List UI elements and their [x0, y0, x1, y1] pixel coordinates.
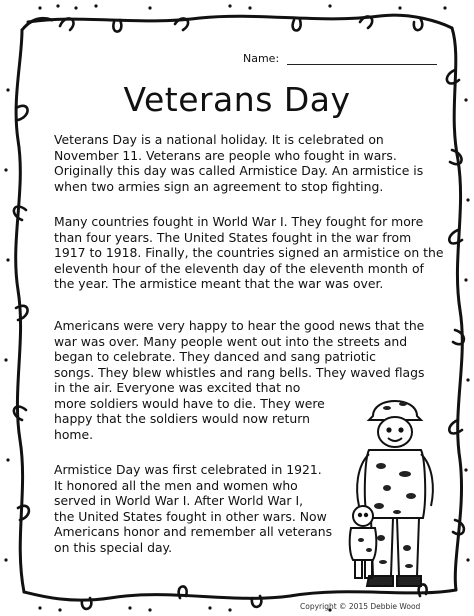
text-line: the United States fought in other wars. Now [54, 508, 327, 524]
text-line: 1917 to 1918. Finally, the countries signed an armistice on the [54, 245, 444, 260]
text-line: home. [54, 426, 94, 442]
text-line: the year. The armistice meant that the war was over. [54, 276, 384, 291]
page-title: Veterans Day [123, 80, 351, 119]
text-line: happy that the soldiers would now return [54, 411, 310, 426]
text-line: Americans were very happy to hear the good news that the [54, 318, 425, 333]
text-line: Americans honor and remember all veterans [54, 524, 333, 539]
text-line: eleventh hour of the eleventh day of the eleventh month of [54, 260, 424, 276]
text-line: on this special day. [54, 539, 173, 555]
text-line: when two armies sign an agreement to stop fighting. [54, 178, 384, 194]
name-underline[interactable] [287, 64, 437, 65]
text-line: November 11. Veterans are people who fought in wars. [54, 147, 397, 163]
paragraph-1 [54, 132, 441, 194]
copyright-notice: Copyright © 2015 Debbie Wood [300, 602, 421, 611]
text-line: began to celebrate. They danced and sang patriotic [54, 349, 376, 364]
text-line: in the air. Everyone was excited that no [54, 380, 301, 395]
name-label: Name: [243, 52, 280, 65]
text-line: war was over. Many people went out into the streets and [54, 333, 408, 349]
text-line: songs. They blew whistles and rang bells. They waved flags [54, 364, 425, 380]
soldier-and-child-icon [335, 388, 455, 593]
name-field[interactable] [243, 52, 443, 68]
text-line: Armistice Day was first celebrated in 1921. [54, 462, 322, 477]
text-line: Many countries fought in World War I. They fought for more [54, 214, 424, 229]
text-line: more soldiers would have to die. They were [54, 395, 325, 411]
text-line: Originally this day was called Armistice Day. An armistice is [54, 163, 424, 178]
text-line: than four years. The United States fought in the war from [54, 229, 412, 245]
text-line: Veterans Day is a national holiday. It is celebrated on [54, 132, 384, 147]
text-line: served in World War I. After World War I, [54, 493, 304, 508]
text-line: It honored all the men and women who [54, 477, 298, 493]
paragraph-2 [54, 214, 444, 292]
